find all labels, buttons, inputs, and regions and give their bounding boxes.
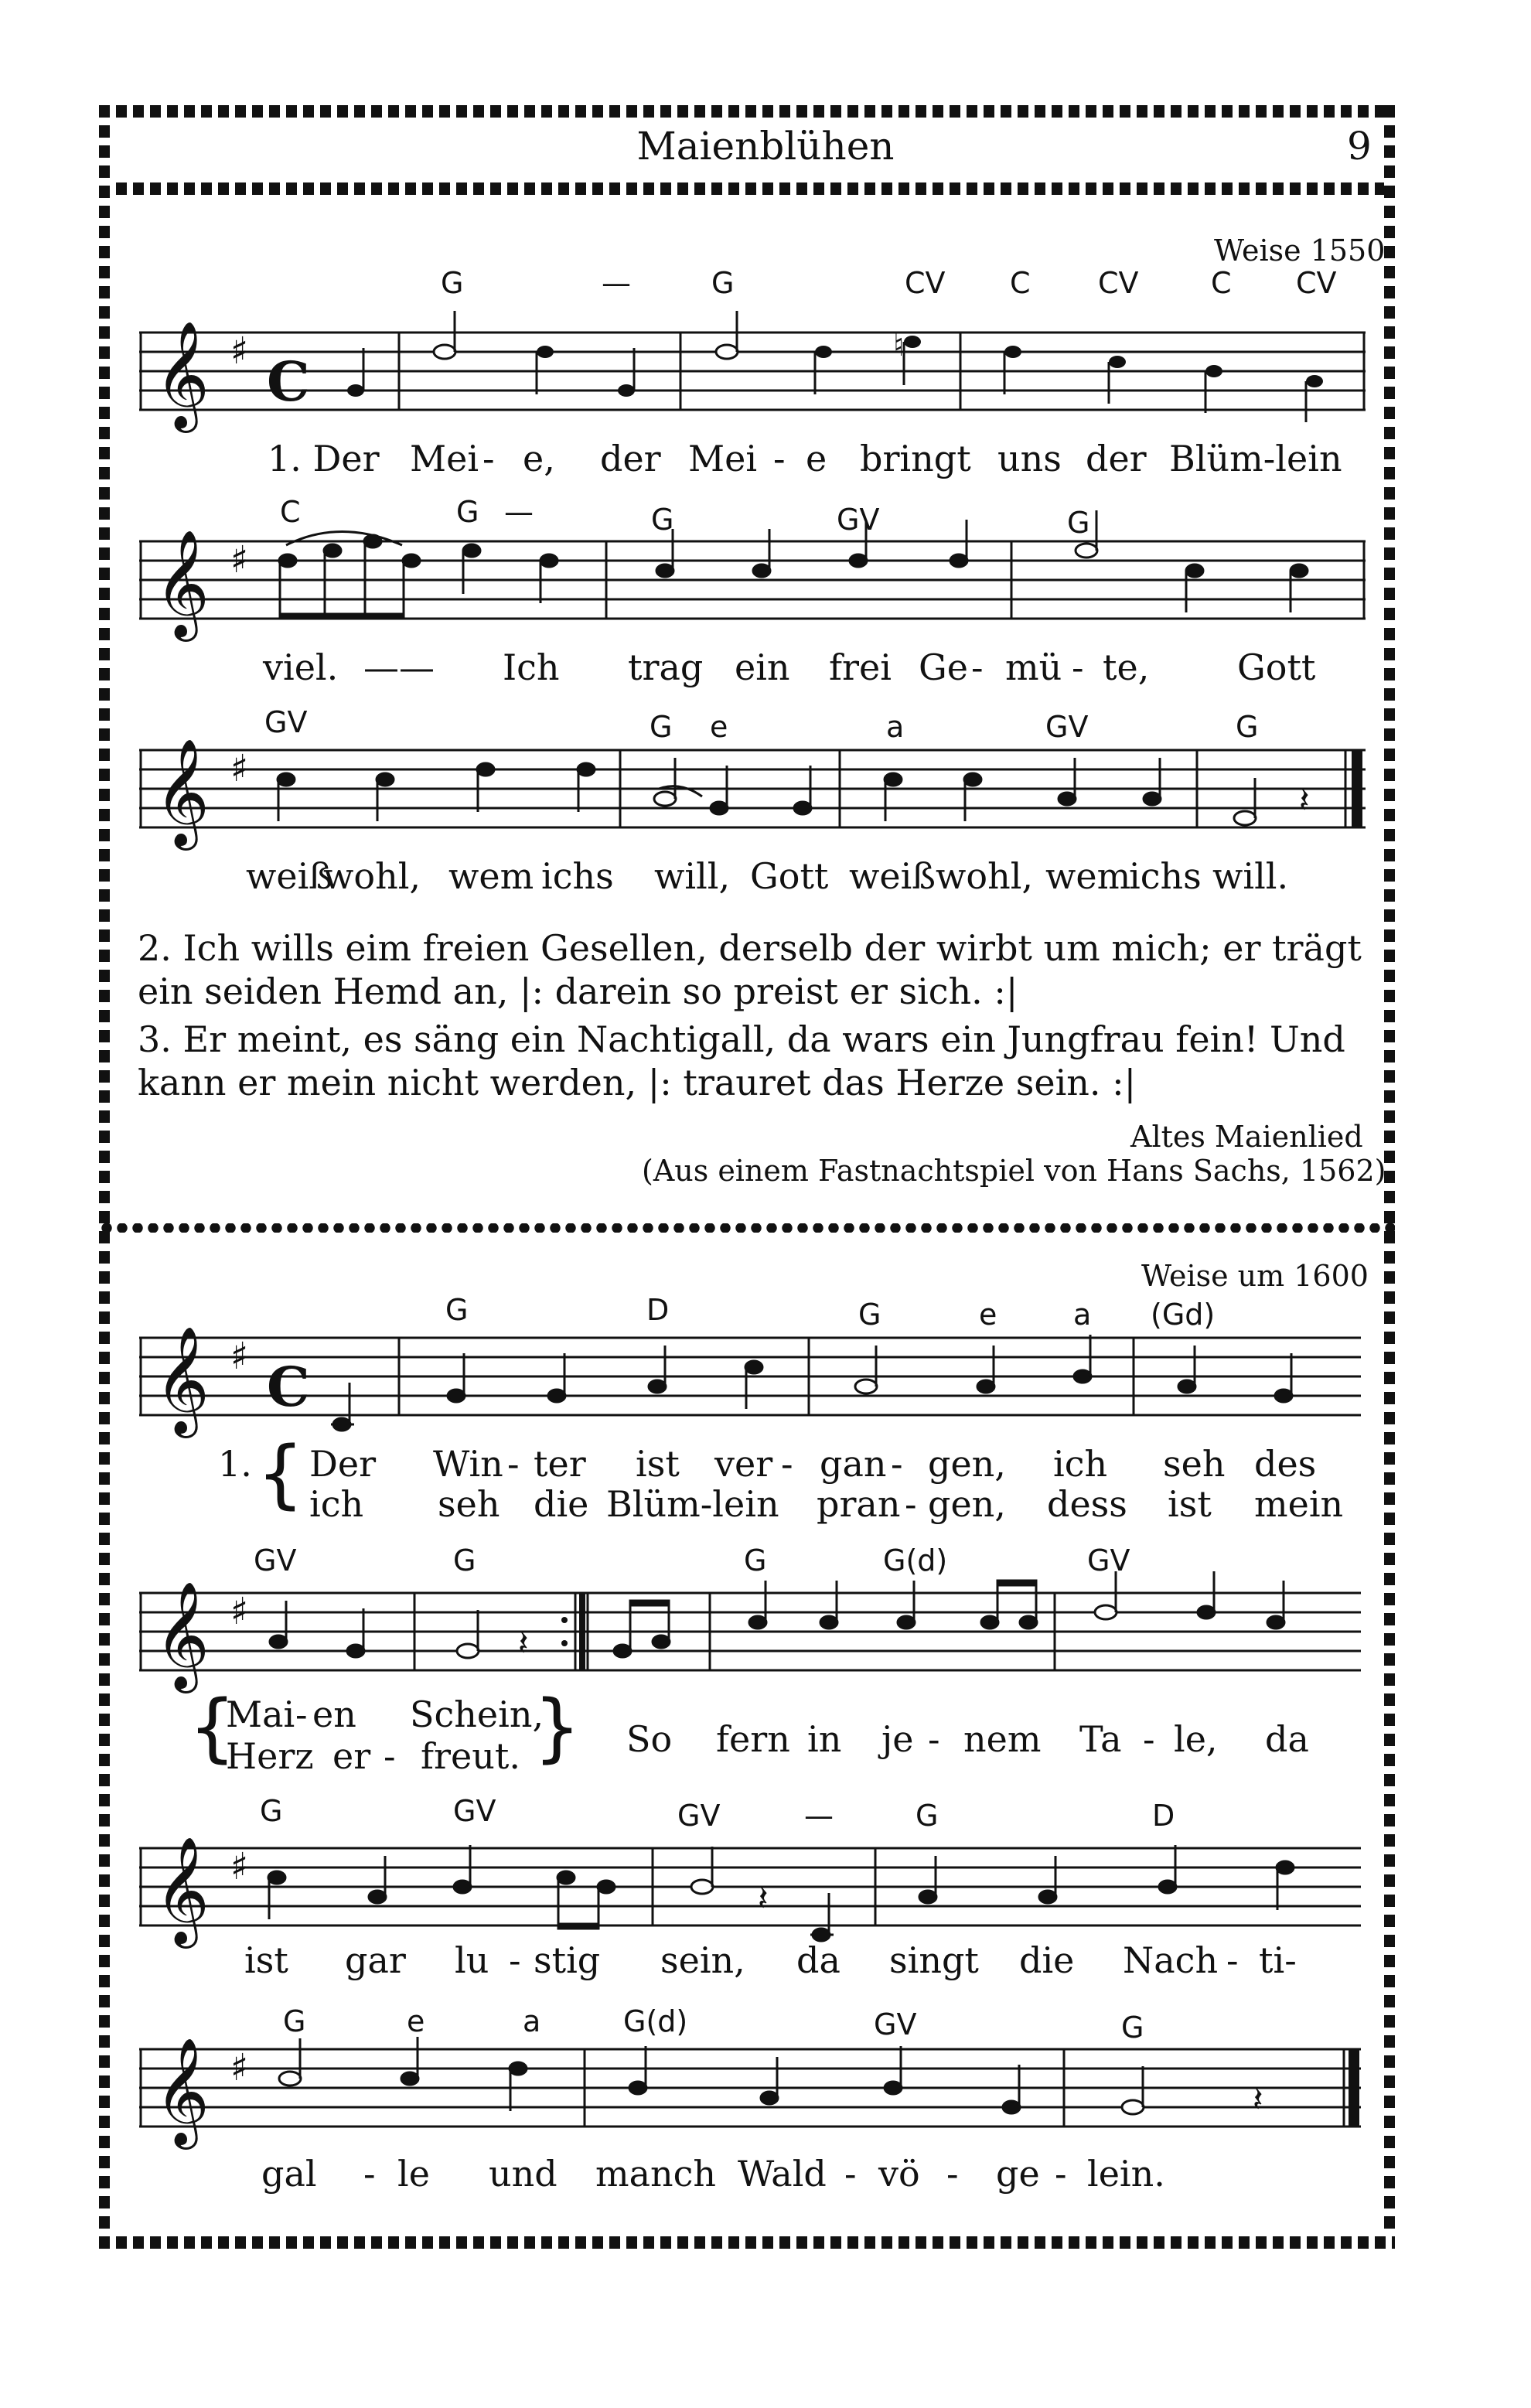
lyric: le, <box>1174 1718 1218 1760</box>
lyric: - <box>844 2153 857 2195</box>
lyric: weiß <box>849 855 936 897</box>
lyric: - <box>928 1718 940 1760</box>
lyric: sein, <box>660 1939 745 1981</box>
chord: (Gd) <box>1151 1298 1216 1332</box>
chord: G <box>456 495 479 529</box>
lyric: wohl, <box>323 855 421 897</box>
lyric: e, <box>523 438 555 479</box>
chord: G <box>744 1543 767 1577</box>
lyric: die <box>1019 1939 1075 1981</box>
lyric: uns <box>997 438 1062 479</box>
lyric: dess <box>1047 1483 1127 1525</box>
lyric: da <box>1265 1718 1309 1760</box>
lyric: - <box>946 2153 959 2195</box>
svg-text:𝄞: 𝄞 <box>155 738 210 846</box>
lyric: ichs <box>541 855 614 897</box>
lyric: Mei <box>688 438 758 479</box>
lyric: gen, <box>928 1443 1006 1485</box>
chord: GV <box>1045 710 1089 744</box>
lyric: singt <box>889 1939 979 1981</box>
lyric: seh <box>438 1483 500 1525</box>
lyric: - <box>1055 2153 1067 2195</box>
lyric: - <box>1072 646 1084 688</box>
chord: G <box>1067 506 1090 540</box>
bottom-border <box>99 2236 1395 2249</box>
lyric: und <box>489 2153 558 2195</box>
lyric: er <box>332 1735 371 1777</box>
lyric: Nach <box>1123 1939 1219 1981</box>
lyric: - <box>507 1443 520 1485</box>
chord: — <box>602 266 631 300</box>
lyric: ter <box>534 1443 586 1485</box>
lyric: Mei <box>410 438 479 479</box>
left-border <box>99 105 110 2247</box>
lyric: Blüm-lein <box>606 1483 779 1525</box>
svg-text:♮: ♮ <box>893 328 905 363</box>
svg-text:𝄞: 𝄞 <box>155 2038 210 2145</box>
page-number: 9 <box>1347 124 1372 169</box>
lyric: Ge <box>919 646 968 688</box>
lyric: Ich <box>503 646 560 688</box>
svg-text:𝄞: 𝄞 <box>155 321 210 428</box>
lyric: will, <box>654 855 731 897</box>
lyric: ge <box>996 2153 1040 2195</box>
lyric: ist <box>636 1443 680 1485</box>
verse-3: 3. Er meint, es säng ein Nachtigall, da wars ein Jungfrau fein! Und kann er mein nicht werden, |: trauret das Herze sein. :| <box>138 1018 1345 1103</box>
chord: CV <box>1296 266 1337 300</box>
chord: G <box>260 1794 283 1828</box>
lyric: —— <box>363 646 435 688</box>
chord: G(d) <box>883 1543 948 1577</box>
chord: GV <box>874 2007 917 2041</box>
lyric: manch <box>595 2153 717 2195</box>
svg-text:𝄽: 𝄽 <box>1253 2080 1263 2120</box>
chord: G <box>1121 2011 1144 2045</box>
lyric: ti- <box>1259 1939 1297 1981</box>
lyric: bringt <box>860 438 971 479</box>
lyric: je <box>881 1718 914 1760</box>
lyric: fern <box>716 1718 790 1760</box>
lyric: Win <box>433 1443 503 1485</box>
brace: { <box>189 1684 237 1771</box>
chord: G <box>858 1298 881 1332</box>
chord: a <box>1073 1298 1092 1332</box>
lyric: - <box>781 1443 793 1485</box>
svg-text:♯: ♯ <box>230 1590 249 1633</box>
chord: GV <box>1087 1543 1130 1577</box>
chord: e <box>407 2004 425 2038</box>
tune-date: Weise um 1600 <box>1141 1259 1369 1293</box>
lyric: - <box>295 1693 308 1735</box>
lyric: der <box>1086 438 1147 479</box>
svg-text:𝄽: 𝄽 <box>1299 781 1310 820</box>
lyric: viel. <box>263 646 339 688</box>
chord: G <box>445 1293 469 1327</box>
chord: C <box>1010 266 1031 300</box>
lyric: da <box>796 1939 841 1981</box>
verse-number: 1. <box>218 1443 252 1485</box>
lyric: Gott <box>750 855 829 897</box>
svg-text:𝄞: 𝄞 <box>155 530 210 637</box>
chord: C <box>1211 266 1232 300</box>
brace: } <box>534 1684 581 1771</box>
lyric: te, <box>1103 646 1150 688</box>
chord: a <box>886 710 905 744</box>
music-staff <box>139 1322 1361 1438</box>
lyric: lein. <box>1087 2153 1165 2195</box>
svg-text:𝄽: 𝄽 <box>518 1624 529 1663</box>
lyric: - <box>891 1443 903 1485</box>
chord: GV <box>837 503 880 537</box>
lyric: Blüm-lein <box>1169 438 1342 479</box>
lyric: - <box>482 438 495 479</box>
lyric: vö <box>878 2153 920 2195</box>
lyric: Herz <box>226 1735 314 1777</box>
chord: CV <box>905 266 946 300</box>
lyric: trag <box>628 646 704 688</box>
lyric: le <box>397 2153 430 2195</box>
svg-text:♯: ♯ <box>230 1845 249 1888</box>
chord: D <box>1152 1799 1175 1833</box>
lyric: mein <box>1254 1483 1344 1525</box>
lyric: gan <box>820 1443 887 1485</box>
lyric: - <box>1226 1939 1239 1981</box>
lyric: des <box>1254 1443 1317 1485</box>
lyric: lu <box>455 1939 489 1981</box>
chord: G <box>650 710 673 744</box>
chord: G <box>916 1799 939 1833</box>
music-staff <box>139 1577 1361 1693</box>
chord: C <box>280 495 301 529</box>
chord: e <box>710 710 728 744</box>
song-divider <box>99 1223 1395 1233</box>
chord: e <box>979 1298 997 1332</box>
top-border <box>99 105 1395 118</box>
svg-text:♯: ♯ <box>230 1335 249 1378</box>
lyric: nem <box>963 1718 1042 1760</box>
lyric: in <box>807 1718 842 1760</box>
svg-text:C: C <box>267 350 310 414</box>
lyric: - <box>971 646 984 688</box>
chord: — <box>504 495 534 529</box>
lyric: wem <box>1045 855 1131 897</box>
svg-text:𝄽: 𝄽 <box>758 1879 769 1919</box>
chord: G <box>1236 710 1259 744</box>
lyric: Gott <box>1237 646 1316 688</box>
lyric: gar <box>345 1939 406 1981</box>
brace: { <box>257 1431 305 1517</box>
lyric: mü <box>1005 646 1062 688</box>
lyric: will. <box>1212 855 1289 897</box>
tune-date: Weise 1550 <box>1214 234 1386 268</box>
lyric: e <box>806 438 827 479</box>
chord: G <box>651 503 674 537</box>
chord: CV <box>1098 266 1139 300</box>
chord: — <box>804 1799 834 1833</box>
music-staff <box>139 317 1366 433</box>
lyric: ver <box>714 1443 773 1485</box>
svg-text:♯: ♯ <box>230 538 249 582</box>
lyric: - <box>905 1483 917 1525</box>
svg-text:𝄞: 𝄞 <box>155 1581 210 1689</box>
chord: GV <box>677 1799 721 1833</box>
running-head: Maienblühen <box>636 124 895 169</box>
song-source-detail: (Aus einem Fastnachtspiel von Hans Sachs, 1562) <box>642 1154 1386 1188</box>
chord: G <box>283 2004 306 2038</box>
lyric: stig <box>534 1939 601 1981</box>
chord: G <box>441 266 464 300</box>
chord: GV <box>264 705 308 739</box>
chord: G(d) <box>623 2004 688 2038</box>
lyric: Der <box>309 1443 377 1485</box>
verse-2: 2. Ich wills eim freien Gesellen, derselb der wirbt um mich; er trägt ein seiden Hemd an, |: darein so preist er sich. :| <box>138 927 1362 1012</box>
lyric: ich <box>1053 1443 1108 1485</box>
chord: GV <box>453 1794 496 1828</box>
lyric: Schein, <box>410 1693 544 1735</box>
chord: G <box>453 1543 476 1577</box>
music-staff <box>139 735 1366 851</box>
lyric: - <box>384 1735 396 1777</box>
lyric: ichs <box>1129 855 1202 897</box>
lyric: wohl, <box>936 855 1034 897</box>
lyric: frei <box>829 646 892 688</box>
chord: D <box>646 1293 670 1327</box>
lyric: ich <box>309 1483 364 1525</box>
chord: a <box>523 2004 541 2038</box>
lyric: gal <box>261 2153 317 2195</box>
lyric: ist <box>244 1939 288 1981</box>
svg-text:♯: ♯ <box>230 329 249 373</box>
lyric: en <box>312 1693 356 1735</box>
music-staff <box>139 526 1366 642</box>
lyric: 1. Der <box>268 438 380 479</box>
lyric: Wald <box>738 2153 827 2195</box>
header-rule <box>99 182 1395 195</box>
music-staff <box>139 1833 1361 1956</box>
lyric: die <box>534 1483 589 1525</box>
svg-text:♯: ♯ <box>230 747 249 790</box>
chord: G <box>711 266 735 300</box>
lyric: wem <box>448 855 534 897</box>
lyric: Mai <box>226 1693 295 1735</box>
music-staff <box>139 2034 1361 2150</box>
song-source-title: Altes Maienlied <box>1130 1120 1363 1154</box>
lyric: der <box>600 438 661 479</box>
lyric: Ta <box>1079 1718 1122 1760</box>
lyric: So <box>626 1718 673 1760</box>
lyric: - <box>773 438 786 479</box>
svg-text:C: C <box>267 1355 310 1419</box>
lyric: seh <box>1163 1443 1226 1485</box>
chord: GV <box>254 1543 297 1577</box>
lyric: weiß <box>246 855 333 897</box>
lyric: - <box>1143 1718 1155 1760</box>
lyric: pran <box>817 1483 901 1525</box>
lyric: ist <box>1168 1483 1212 1525</box>
svg-text:𝄞: 𝄞 <box>155 1326 210 1434</box>
lyric: gen, <box>928 1483 1006 1525</box>
lyric: - <box>363 2153 376 2195</box>
lyric: - <box>509 1939 521 1981</box>
lyric: ein <box>735 646 790 688</box>
svg-text:♯: ♯ <box>230 2046 249 2089</box>
lyric: freut. <box>421 1735 520 1777</box>
svg-text:𝄞: 𝄞 <box>155 1837 210 1944</box>
